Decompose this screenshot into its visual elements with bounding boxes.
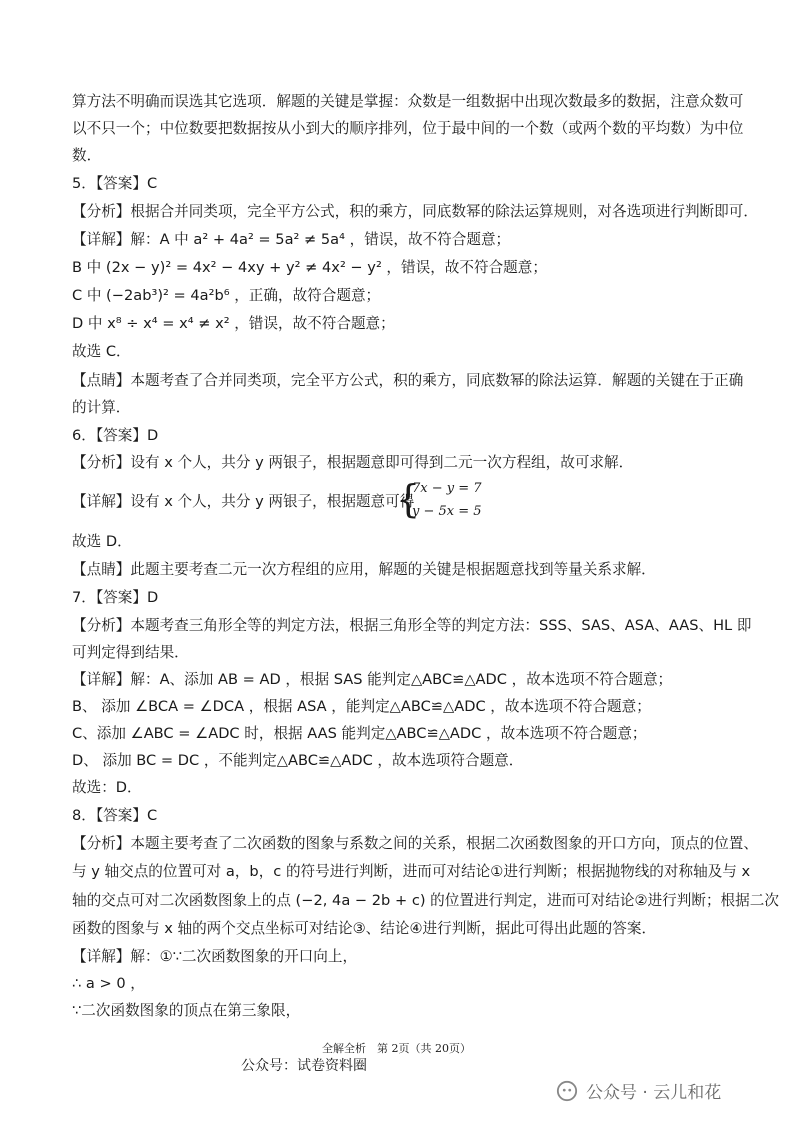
text-line: 算方法不明确而误选其它选项．解题的关键是掌握：众数是一组数据中出现次数最多的数据，注意众数可 xyxy=(72,93,744,110)
text-line: 故选 D． xyxy=(72,533,132,550)
text-line: 6．【答案】D xyxy=(72,427,159,444)
account-caption: 公众号：试卷资料圈 xyxy=(241,1058,367,1074)
text-line: 8．【答案】C xyxy=(72,807,158,824)
text-line: 【点睛】此题主要考查二元一次方程组的应用，解题的关键是根据题意找到等量关系求解． xyxy=(72,561,656,578)
text-line: 5．【答案】C xyxy=(72,175,158,192)
text-line: D 中 x⁸ ÷ x⁴ = x⁴ ≠ x² ，错误，故不符合题意； xyxy=(72,315,395,332)
text-line: 函数的图象与 x 轴的两个交点坐标可对结论③、结论④进行判断，据此可得出此题的答案． xyxy=(72,920,657,937)
watermark xyxy=(556,1078,721,1103)
watermark-text: 公众号 · 云儿和花 xyxy=(586,1083,722,1103)
text-line: B、 添加 ∠BCA = ∠DCA ，根据 ASA ，能判定△ABC≌△ADC ，故本选项不符合题意； xyxy=(72,698,651,715)
text-line: C 中 (−2ab³)² = 4a²b⁶ ，正确，故符合题意； xyxy=(72,287,381,304)
text-line: 【详解】设有 x 个人，共分 y 两银子，根据题意可得 xyxy=(72,493,415,510)
text-line: B 中 (2x − y)² = 4x² − 4xy + y² ≠ 4x² − y² ，错误，故不符合题意； xyxy=(72,259,547,276)
text-line: 轴的交点可对二次函数图象上的点 (−2, 4a − 2b + c) 的位置进行判定，进而可对结论②进行判断；根据二次 xyxy=(72,892,779,909)
text-line: 【详解】解：①∵二次函数图象的开口向上， xyxy=(72,948,358,965)
text-line: 以不只一个；中位数要把数据按从小到大的顺序排列，位于最中间的一个数（或两个数的平均数）为中位 xyxy=(72,120,744,137)
text-line: 【分析】本题主要考查了二次函数的图象与系数之间的关系，根据二次函数图象的开口方向，顶点的位置、 xyxy=(72,835,758,852)
equation-2: y − 5x = 5 xyxy=(412,504,482,519)
text-line: C、添加 ∠ABC = ∠ADC 时，根据 AAS 能判定△ABC≌△ADC ，故本选项不符合题意； xyxy=(72,725,647,742)
text-line: 【详解】解：A 中 a² + 4a² = 5a² ≠ 5a⁴ ，错误，故不符合题意； xyxy=(72,231,511,248)
text-line: 的计算． xyxy=(72,399,131,416)
text-line: 数． xyxy=(72,147,102,164)
text-line: 与 y 轴交点的位置可对 a，b，c 的符号进行判断，进而可对结论①进行判断；根据抛物线的对称轴及与 x xyxy=(72,863,751,880)
system-brace: { xyxy=(396,477,421,521)
text-line: 可判定得到结果． xyxy=(72,644,189,661)
equation-1: 7x − y = 7 xyxy=(412,481,482,496)
text-line: ∴ a > 0 ， xyxy=(72,975,145,992)
text-line: 7．【答案】D xyxy=(72,589,159,606)
wechat-icon xyxy=(556,1080,578,1102)
text-line: D、 添加 BC = DC ，不能判定△ABC≌△ADC ，故本选项符合题意． xyxy=(72,752,524,769)
text-line: 故选：D． xyxy=(72,779,142,796)
text-line: ∵二次函数图象的顶点在第三象限， xyxy=(72,1002,301,1019)
text-line: 故选 C． xyxy=(72,343,131,360)
text-line: 【详解】解：A、添加 AB = AD ，根据 SAS 能判定△ABC≌△ADC ，故本选项不符合题意； xyxy=(72,671,673,688)
text-line: 【点睛】本题考查了合并同类项，完全平方公式，积的乘方，同底数幂的除法运算．解题的关键在于正确 xyxy=(72,372,744,389)
text-line: 【分析】设有 x 个人，共分 y 两银子，根据题意即可得到二元一次方程组，故可求解． xyxy=(72,454,634,471)
page-footer: 全解全析 第 2页（共 20页） xyxy=(322,1042,471,1055)
text-line: 【分析】本题考查三角形全等的判定方法，根据三角形全等的判定方法：SSS、SAS、ASA、AAS、HL 即 xyxy=(72,617,752,634)
text-line: 【分析】根据合并同类项，完全平方公式，积的乘方，同底数幂的除法运算规则，对各选项进行判断即可． xyxy=(72,203,758,220)
